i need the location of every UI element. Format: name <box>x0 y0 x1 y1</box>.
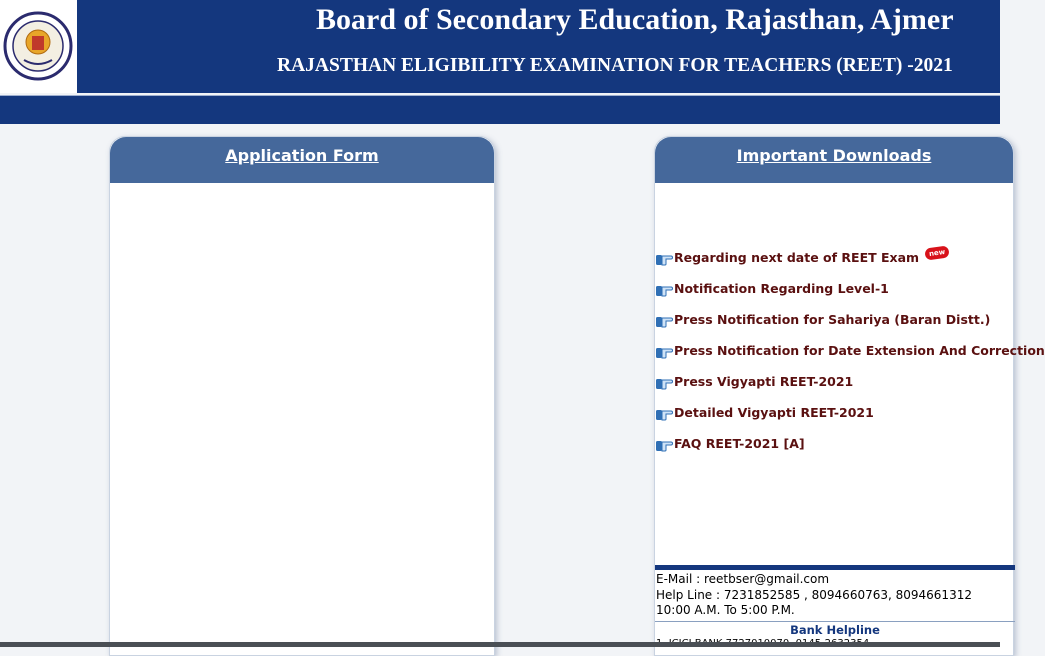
board-seal-icon[interactable] <box>2 2 75 91</box>
nav-bar <box>0 95 1000 124</box>
logo-container <box>0 0 77 93</box>
download-item-label[interactable]: Press Vigyapti REET-2021 <box>674 374 854 389</box>
contact-helpline: Help Line : 7231852585 , 8094660763, 8094661312 <box>656 587 972 602</box>
application-form-link[interactable]: Application Form <box>225 146 379 165</box>
contact-email: E-Mail : reetbser@gmail.com <box>656 572 830 586</box>
download-item-faq[interactable] <box>655 428 1015 459</box>
contact-info <box>656 572 972 619</box>
contact-divider <box>655 565 1015 570</box>
page-subtitle: RAJASTHAN ELIGIBILITY EXAMINATION FOR TEACHERS (REET) -2021 <box>277 55 953 76</box>
pointing-hand-icon <box>655 374 673 390</box>
download-item-press-vigyapti[interactable] <box>655 366 1015 397</box>
download-item-label[interactable]: Regarding next date of REET Exam <box>674 250 920 265</box>
pointing-hand-icon <box>655 312 673 328</box>
bottom-strip <box>0 642 1000 647</box>
pointing-hand-icon <box>655 343 673 359</box>
download-item-label[interactable]: FAQ REET-2021 [A] <box>674 436 805 451</box>
important-downloads-link[interactable]: Important Downloads <box>736 146 932 165</box>
pointing-hand-icon <box>655 281 673 297</box>
download-item-label[interactable]: Press Notification for Date Extension And Correction <box>674 343 1045 358</box>
download-item-label[interactable]: Press Notification for Sahariya (Baran Distt.) <box>674 312 991 327</box>
pointing-hand-icon <box>655 436 673 452</box>
pointing-hand-icon <box>655 250 673 266</box>
download-item-date-extension[interactable] <box>655 335 1045 366</box>
contact-hours: 10:00 A.M. To 5:00 P.M. <box>656 603 795 617</box>
bank-helpline-title: Bank Helpline <box>790 623 880 637</box>
page-title: Board of Secondary Education, Rajasthan, Ajmer <box>316 3 954 36</box>
download-item-detailed-vigyapti[interactable] <box>655 397 1015 428</box>
download-item-label[interactable]: Notification Regarding Level-1 <box>674 281 889 296</box>
new-badge: new <box>924 245 950 260</box>
pointing-hand-icon <box>655 405 673 421</box>
site-header <box>0 0 1000 93</box>
download-item-level-1[interactable] <box>655 273 1015 304</box>
application-form-panel <box>109 136 495 656</box>
bank-divider <box>655 621 1015 622</box>
downloads-list[interactable] <box>655 242 1045 580</box>
important-downloads-header <box>655 137 1013 183</box>
download-item-label[interactable]: Detailed Vigyapti REET-2021 <box>674 405 874 420</box>
download-item-sahariya[interactable] <box>655 304 1015 335</box>
important-downloads-panel <box>654 136 1045 656</box>
download-item-next-exam-date[interactable] <box>655 242 1015 273</box>
application-form-header <box>110 137 494 183</box>
